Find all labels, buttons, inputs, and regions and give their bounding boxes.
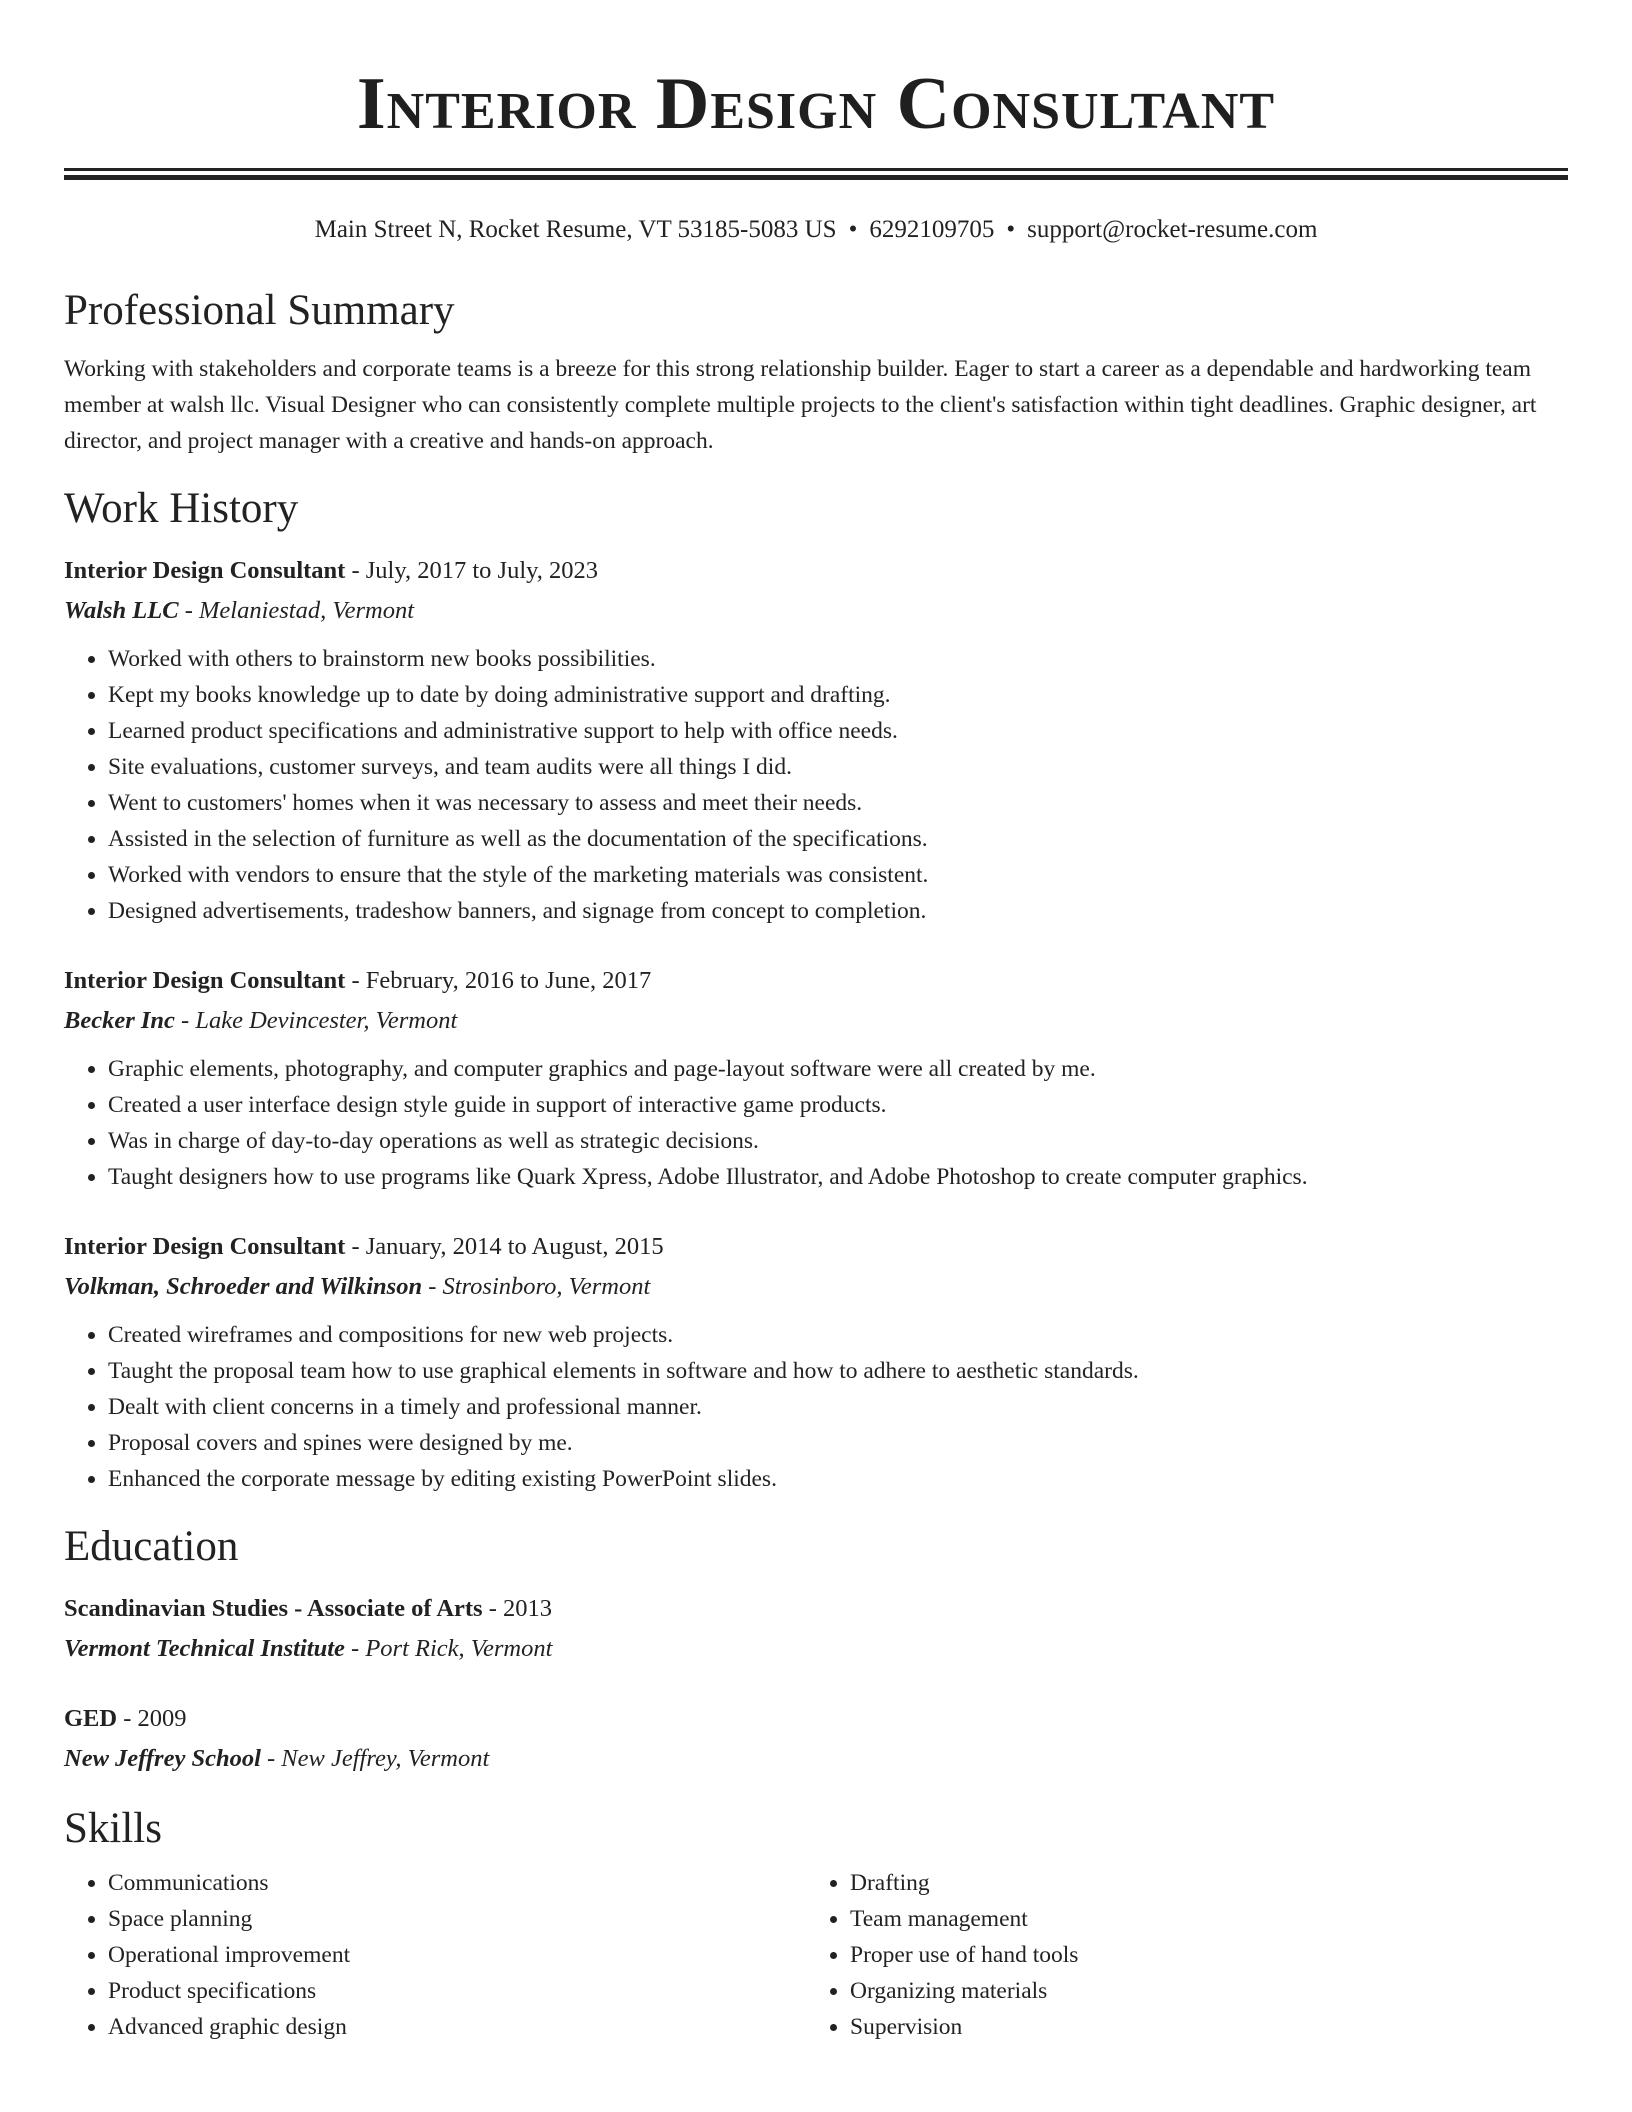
job-entry bbox=[64, 961, 1568, 1195]
education-degree-line bbox=[64, 1589, 1568, 1629]
job-bullet: • Learned product specifications and administrative support to help with office needs. bbox=[108, 713, 1568, 749]
education-school-line bbox=[64, 1629, 1568, 1669]
skills-list-left bbox=[64, 1865, 806, 2045]
job-bullet: • Kept my books knowledge up to date by doing administrative support and drafting. bbox=[108, 677, 1568, 713]
education-location: - New Jeffrey, Vermont bbox=[260, 1745, 490, 1772]
skill-item: • Drafting bbox=[850, 1865, 1548, 1901]
job-company: Becker Inc bbox=[64, 1007, 175, 1034]
job-company-line bbox=[64, 1267, 1568, 1307]
job-title: Interior Design Consultant bbox=[64, 557, 346, 584]
education-heading: Education bbox=[64, 1523, 239, 1570]
job-company: Volkman, Schroeder and Wilkinson bbox=[64, 1273, 423, 1300]
job-bullet: • Taught designers how to use programs like Quark Xpress, Adobe Illustrator, and Adobe Photoshop to create computer graphics. bbox=[108, 1159, 1568, 1195]
job-bullets bbox=[64, 1317, 1568, 1497]
skill-item: • Organizing materials bbox=[850, 1973, 1548, 2009]
skill-item: • Operational improvement bbox=[108, 1937, 806, 1973]
job-title: Interior Design Consultant bbox=[64, 967, 346, 994]
education-degree-line bbox=[64, 1699, 1568, 1739]
education-location: - Port Rick, Vermont bbox=[344, 1635, 553, 1662]
contact-phone: 6292109705 bbox=[869, 216, 995, 243]
job-dates: - January, 2014 to August, 2015 bbox=[345, 1233, 664, 1260]
job-bullet: • Graphic elements, photography, and computer graphics and page-layout software were all created by me. bbox=[108, 1051, 1568, 1087]
education-year: - 2009 bbox=[117, 1705, 187, 1732]
skill-item: • Proper use of hand tools bbox=[850, 1937, 1548, 1973]
education-entry bbox=[64, 1589, 1568, 1669]
job-location: - Strosinboro, Vermont bbox=[422, 1273, 651, 1300]
title-divider bbox=[64, 168, 1568, 180]
job-bullet: • Was in charge of day-to-day operations as well as strategic decisions. bbox=[108, 1123, 1568, 1159]
job-bullet: • Assisted in the selection of furniture as well as the documentation of the specifications. bbox=[108, 821, 1568, 857]
skill-item: • Advanced graphic design bbox=[108, 2009, 806, 2045]
job-title-line bbox=[64, 961, 1568, 1001]
job-entry bbox=[64, 1227, 1568, 1497]
education-school: Vermont Technical Institute bbox=[64, 1635, 345, 1662]
contact-email: support@rocket-resume.com bbox=[1027, 216, 1318, 243]
job-bullet: • Created a user interface design style guide in support of interactive game products. bbox=[108, 1087, 1568, 1123]
job-bullets bbox=[64, 641, 1568, 929]
contact-address: Main Street N, Rocket Resume, VT 53185-5083 US bbox=[314, 216, 837, 243]
skills-heading: Skills bbox=[64, 1805, 162, 1852]
skills-list-right bbox=[806, 1865, 1548, 2045]
job-bullet: • Site evaluations, customer surveys, and team audits were all things I did. bbox=[108, 749, 1568, 785]
contact-separator: • bbox=[1006, 216, 1016, 243]
contact-line bbox=[64, 213, 1568, 247]
job-bullet: • Created wireframes and compositions for new web projects. bbox=[108, 1317, 1568, 1353]
job-dates: - July, 2017 to July, 2023 bbox=[345, 557, 599, 584]
job-bullets bbox=[64, 1051, 1568, 1195]
skill-item: • Product specifications bbox=[108, 1973, 806, 2009]
summary-text: Working with stakeholders and corporate teams is a breeze for this strong relationship builder. Eager to start a career as a dependable and hardworking team member at walsh llc. Visual Designer who can consistently complete multiple projects to the client's satisfaction within tight deadlines. Graphic designer, art director, and project manager with a creative and hands-on approach. bbox=[64, 356, 1537, 454]
skill-item: • Team management bbox=[850, 1901, 1548, 1937]
job-company: Walsh LLC bbox=[64, 597, 179, 624]
work-history-heading: Work History bbox=[64, 485, 299, 532]
job-dates: - February, 2016 to June, 2017 bbox=[345, 967, 652, 994]
skill-item: • Space planning bbox=[108, 1901, 806, 1937]
job-bullet: • Enhanced the corporate message by editing existing PowerPoint slides. bbox=[108, 1461, 1568, 1497]
job-title-line bbox=[64, 1227, 1568, 1267]
education-school: New Jeffrey School bbox=[64, 1745, 261, 1772]
contact-separator: • bbox=[848, 216, 858, 243]
job-bullet: • Proposal covers and spines were designed by me. bbox=[108, 1425, 1568, 1461]
job-bullet: • Worked with vendors to ensure that the style of the marketing materials was consistent. bbox=[108, 857, 1568, 893]
job-company-line bbox=[64, 1001, 1568, 1041]
education-entry bbox=[64, 1699, 1568, 1779]
skill-item: • Communications bbox=[108, 1865, 806, 1901]
summary-heading: Professional Summary bbox=[64, 287, 455, 334]
job-bullet: • Taught the proposal team how to use graphical elements in software and how to adhere to aesthetic standards. bbox=[108, 1353, 1568, 1389]
job-title-line bbox=[64, 551, 1568, 591]
resume-title: Interior Design Consultant bbox=[356, 63, 1276, 145]
job-bullet: • Dealt with client concerns in a timely and professional manner. bbox=[108, 1389, 1568, 1425]
education-year: - 2013 bbox=[482, 1595, 553, 1622]
skill-item: • Supervision bbox=[850, 2009, 1548, 2045]
job-bullet: • Worked with others to brainstorm new books possibilities. bbox=[108, 641, 1568, 677]
job-location: - Melaniestad, Vermont bbox=[178, 597, 415, 624]
skills-columns bbox=[64, 1865, 1568, 2045]
job-company-line bbox=[64, 591, 1568, 631]
education-degree: GED bbox=[64, 1705, 118, 1732]
job-bullet: • Designed advertisements, tradeshow banners, and signage from concept to completion. bbox=[108, 893, 1568, 929]
job-bullet: • Went to customers' homes when it was necessary to assess and meet their needs. bbox=[108, 785, 1568, 821]
education-degree: Scandinavian Studies - Associate of Arts bbox=[64, 1595, 483, 1622]
job-location: - Lake Devincester, Vermont bbox=[174, 1007, 458, 1034]
education-school-line bbox=[64, 1739, 1568, 1779]
job-entry bbox=[64, 551, 1568, 929]
job-title: Interior Design Consultant bbox=[64, 1233, 346, 1260]
